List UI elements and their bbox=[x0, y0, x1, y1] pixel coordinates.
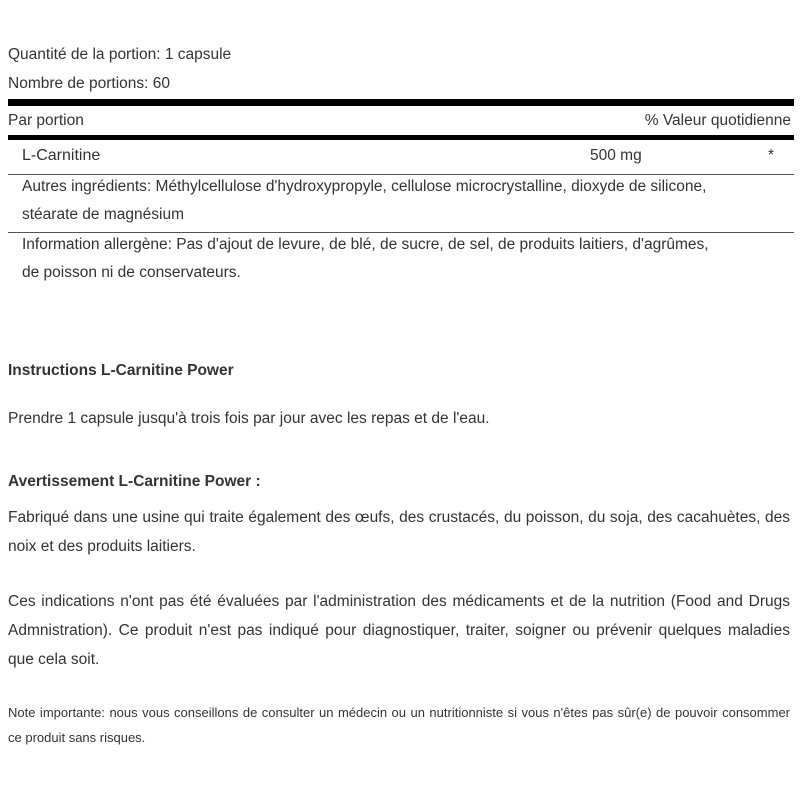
thick-divider-top bbox=[8, 99, 794, 106]
thick-divider-middle bbox=[8, 135, 794, 140]
fda-disclaimer: Ces indications n'ont pas été évaluées par l'administration des médicaments et de la nutrition (Food and Drugs Admnistration). Ce produit n'est pas indiqué pour diagnostiquer, traiter, soigner ou prévenir quelques maladies que cela soit. bbox=[8, 593, 790, 668]
instructions-heading: Instructions L-Carnitine Power bbox=[8, 362, 234, 379]
other-ingredients-line2: stéarate de magnésium bbox=[22, 206, 184, 223]
instructions-text: Prendre 1 capsule jusqu'à trois fois par jour avec les repas et de l'eau. bbox=[8, 410, 490, 427]
allergen-line1: Information allergène: Pas d'ajout de levure, de blé, de sucre, de sel, de produits laitiers, d'agrûmes, bbox=[22, 236, 709, 253]
divider-after-nutrient bbox=[8, 174, 794, 175]
allergen-line2: de poisson ni de conservateurs. bbox=[22, 264, 241, 281]
warning-text: Fabriqué dans une usine qui traite également des œufs, des crustacés, du poisson, du soja, des cacahuètes, des noix et des produits laitiers. bbox=[8, 509, 790, 555]
daily-value-label: % Valeur quotidienne bbox=[644, 112, 791, 129]
nutrient-amount: 500 mg bbox=[590, 147, 642, 164]
servings-count: Nombre de portions: 60 bbox=[8, 75, 170, 92]
serving-size: Quantité de la portion: 1 capsule bbox=[8, 46, 232, 63]
nutrient-name: L-Carnitine bbox=[22, 147, 101, 164]
divider-after-ingredients bbox=[8, 232, 794, 233]
warning-heading: Avertissement L-Carnitine Power : bbox=[8, 473, 261, 490]
nutrient-daily-value: * bbox=[768, 147, 775, 164]
per-serving-label: Par portion bbox=[8, 112, 84, 129]
important-note: Note importante: nous vous conseillons de consulter un médecin ou un nutritionniste si vous n'êtes pas sûr(e) de pouvoir consommer ce produit sans risques. bbox=[8, 705, 790, 745]
other-ingredients-line1: Autres ingrédients: Méthylcellulose d'hydroxypropyle, cellulose microcrystalline, dioxyde de silicone, bbox=[22, 178, 707, 195]
